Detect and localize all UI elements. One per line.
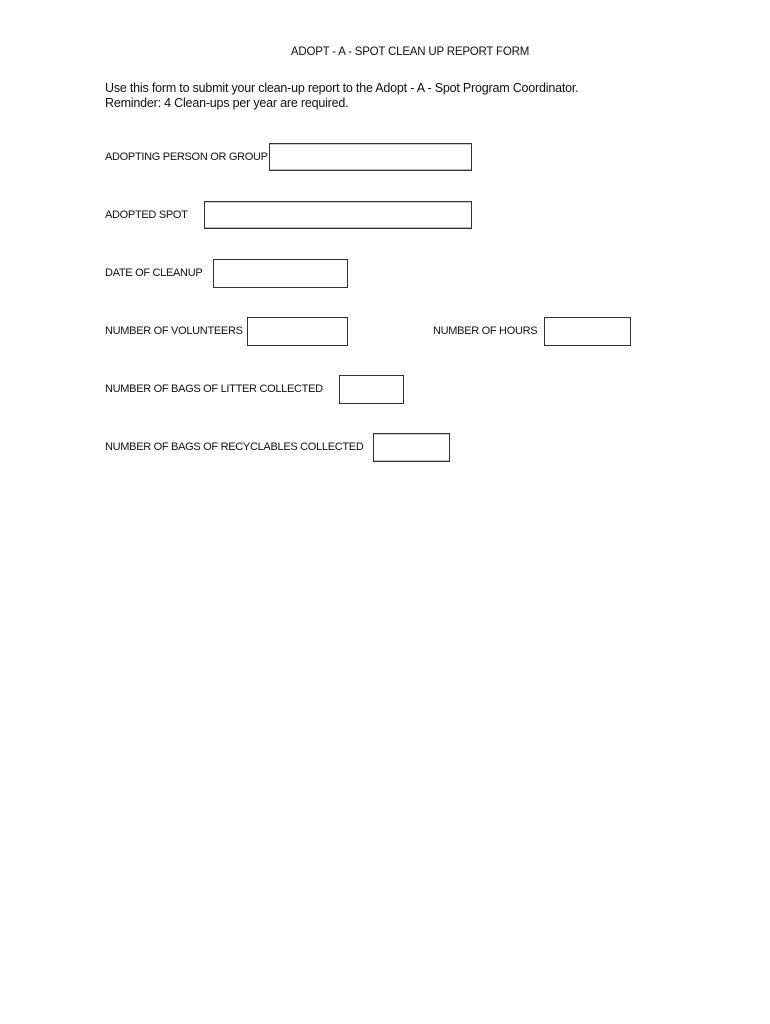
adopting-person-input[interactable]: [269, 143, 472, 171]
bags-litter-input[interactable]: [339, 375, 404, 404]
adopting-person-label: ADOPTING PERSON OR GROUP: [105, 151, 268, 163]
bags-recyclables-label: NUMBER OF BAGS OF RECYCLABLES COLLECTED: [105, 441, 364, 453]
num-volunteers-input[interactable]: [247, 317, 348, 346]
date-of-cleanup-label: DATE OF CLEANUP: [105, 267, 203, 279]
instructions-line-2: Reminder: 4 Clean-ups per year are required.: [105, 96, 349, 110]
bags-recyclables-input[interactable]: [373, 433, 450, 462]
num-volunteers-label: NUMBER OF VOLUNTEERS: [105, 325, 243, 337]
num-hours-input[interactable]: [544, 317, 631, 346]
adopted-spot-input[interactable]: [204, 201, 472, 229]
num-hours-label: NUMBER OF HOURS: [433, 325, 538, 337]
date-of-cleanup-input[interactable]: [213, 259, 348, 288]
form-instructions: [105, 81, 578, 111]
bags-litter-label: NUMBER OF BAGS OF LITTER COLLECTED: [105, 383, 323, 395]
form-title: ADOPT - A - SPOT CLEAN UP REPORT FORM: [290, 46, 530, 58]
instructions-line-1: Use this form to submit your clean-up report to the Adopt - A - Spot Program Coordinator.: [105, 81, 579, 95]
adopted-spot-label: ADOPTED SPOT: [105, 209, 188, 221]
